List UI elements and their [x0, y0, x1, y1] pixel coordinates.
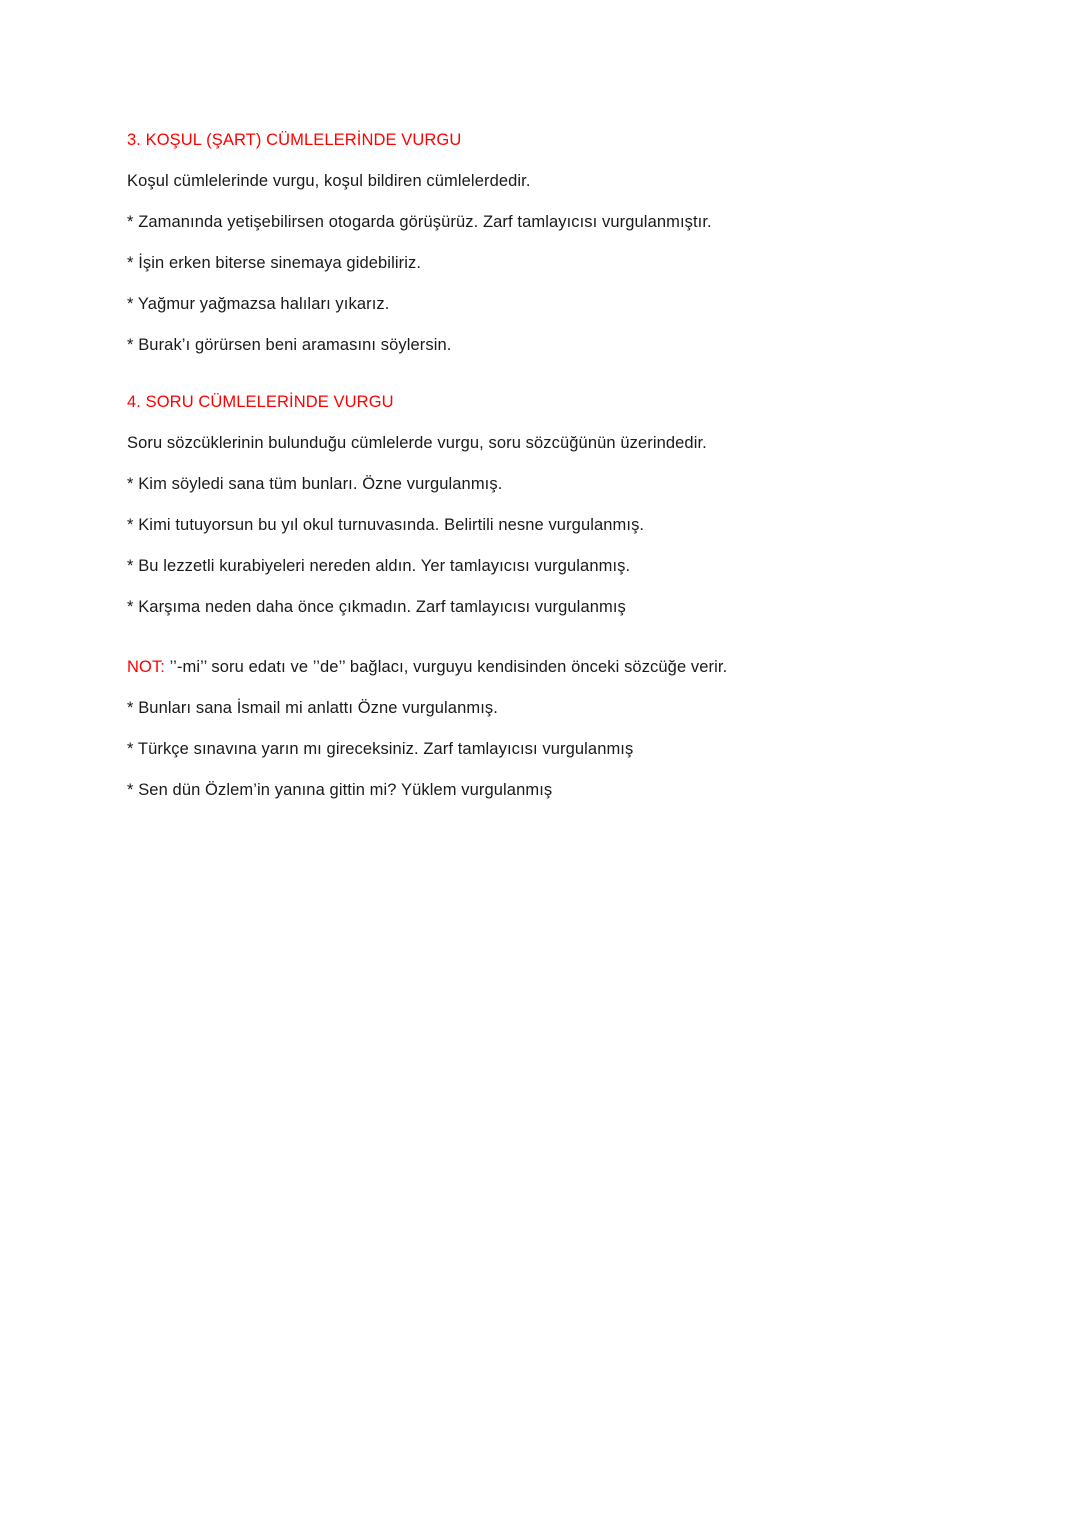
note-line	[127, 658, 980, 676]
note-text: ’’-mi’’ soru edatı ve ’’de’’ bağlacı, vurguyu kendisinden önceki sözcüğe verir.	[164, 658, 728, 676]
example-item: * Bunları sana İsmail mi anlattı Özne vurgulanmış.	[127, 699, 498, 717]
example-item: * Türkçe sınavına yarın mı gireceksiniz. Zarf tamlayıcısı vurgulanmış	[127, 740, 634, 758]
example-item: * Kimi tutuyorsun bu yıl okul turnuvasında. Belirtili nesne vurgulanmış.	[127, 516, 645, 534]
example-item: * İşin erken biterse sinemaya gidebiliriz.	[127, 254, 421, 272]
section-heading: 4. SORU CÜMLELERİNDE VURGU	[127, 393, 394, 411]
section-kosul-cumlelerinde-vurgu	[127, 131, 980, 354]
example-item: * Kim söyledi sana tüm bunları. Özne vurgulanmış.	[127, 475, 503, 493]
example-item: * Bu lezzetli kurabiyeleri nereden aldın. Yer tamlayıcısı vurgulanmış.	[127, 557, 631, 575]
example-item: * Karşıma neden daha önce çıkmadın. Zarf tamlayıcısı vurgulanmış	[127, 598, 626, 616]
example-item: * Yağmur yağmazsa halıları yıkarız.	[127, 295, 390, 313]
note-label: NOT:	[127, 658, 165, 676]
section-soru-cumlelerinde-vurgu	[127, 393, 980, 616]
note-section	[127, 658, 980, 799]
example-item: * Burak’ı görürsen beni aramasını söylersin.	[127, 336, 452, 354]
section-intro: Soru sözcüklerinin bulunduğu cümlelerde vurgu, soru sözcüğünün üzerindedir.	[127, 434, 707, 452]
example-item: * Sen dün Özlem’in yanına gittin mi? Yüklem vurgulanmış	[127, 781, 553, 799]
section-heading: 3. KOŞUL (ŞART) CÜMLELERİNDE VURGU	[127, 131, 462, 149]
section-intro: Koşul cümlelerinde vurgu, koşul bildiren cümlelerdedir.	[127, 172, 531, 190]
example-item: * Zamanında yetişebilirsen otogarda görüşürüz. Zarf tamlayıcısı vurgulanmıştır.	[127, 213, 712, 231]
